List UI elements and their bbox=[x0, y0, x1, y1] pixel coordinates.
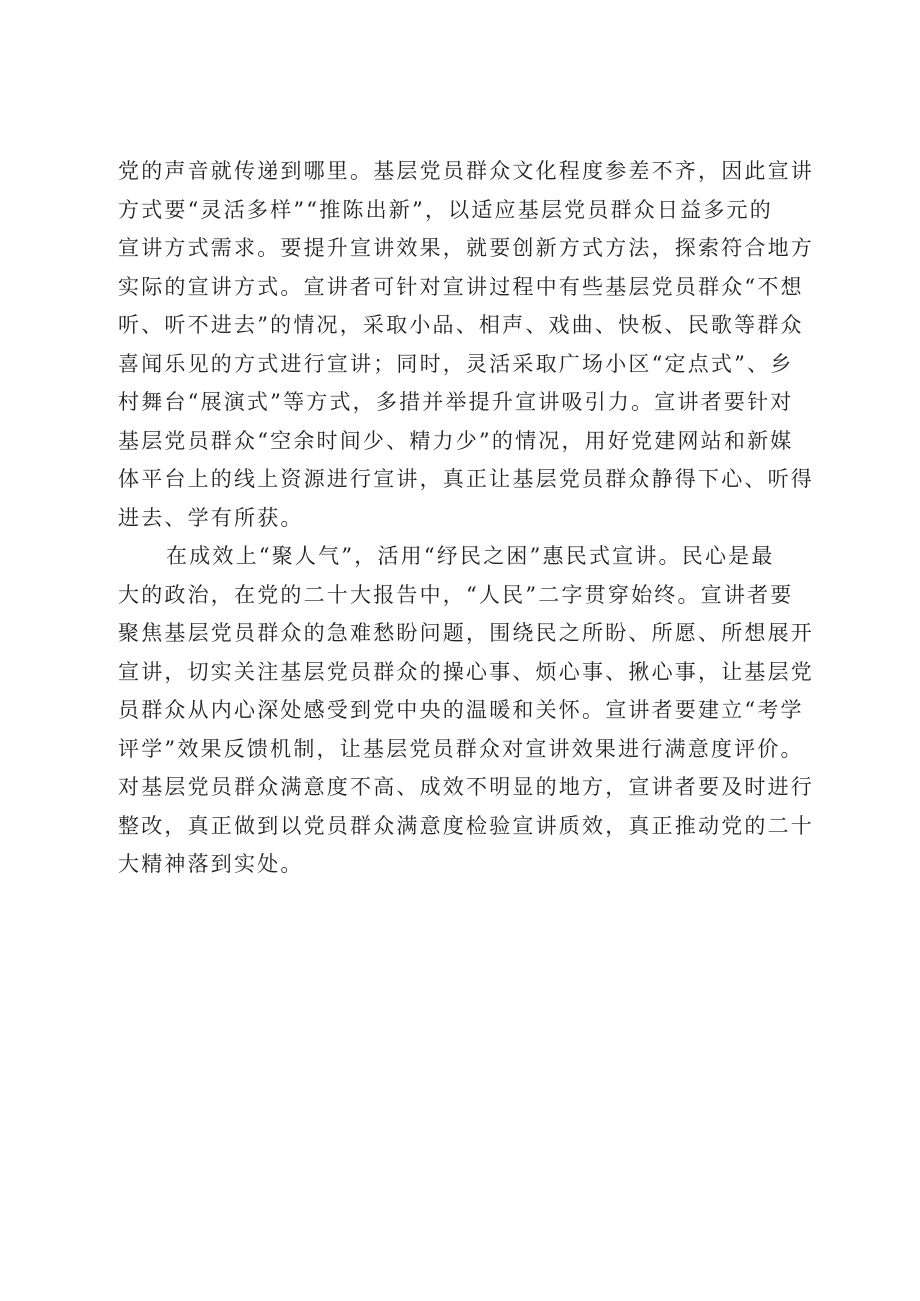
paragraph bbox=[118, 152, 818, 537]
paragraph bbox=[118, 537, 818, 884]
text-line: 喜闻乐见的方式进行宣讲；同时，灵活采取广场小区“定点式”、乡 bbox=[118, 351, 794, 376]
text-line: 对基层党员群众满意度不高、成效不明显的地方，宣讲者要及时进行 bbox=[118, 775, 814, 799]
text-line: 方式要“灵活多样”“推陈出新”，以适应基层党员群众日益多元的 bbox=[118, 197, 773, 222]
text-line: 在成效上“聚人气”，活用“纾民之困”惠民式宣讲。民心是最 bbox=[166, 544, 775, 568]
text-line: 基层党员群众“空余时间少、精力少”的情况，用好党建网站和新媒 bbox=[118, 428, 794, 453]
text-line: 党的声音就传递到哪里。基层党员群众文化程度参差不齐，因此宣讲 bbox=[118, 159, 814, 183]
text-line: 员群众从内心深处感受到党中央的温暖和关怀。宣讲者要建立“考学 bbox=[118, 698, 804, 722]
text-line: 大精神落到实处。 bbox=[118, 852, 304, 876]
text-line: 实际的宣讲方式。宣讲者可针对宣讲过程中有些基层党员群众“不想 bbox=[118, 274, 804, 299]
document-body bbox=[118, 152, 818, 884]
text-line: 体平台上的线上资源进行宣讲，真正让基层党员群众静得下心、听得 bbox=[118, 467, 814, 491]
text-line: 评学”效果反馈机制，让基层党员群众对宣讲效果进行满意度评价。 bbox=[118, 736, 804, 761]
text-line: 大的政治，在党的二十大报告中，“人民”二字贯穿始终。宣讲者要 bbox=[118, 582, 794, 607]
text-line: 听、听不进去”的情况，采取小品、相声、戏曲、快板、民歌等群众 bbox=[118, 313, 804, 337]
text-line: 宣讲，切实关注基层党员群众的操心事、烦心事、揪心事，让基层党 bbox=[118, 659, 814, 684]
text-line: 宣讲方式需求。要提升宣讲效果，就要创新方式方法，探索符合地方 bbox=[118, 236, 814, 260]
text-line: 聚焦基层党员群众的急难愁盼问题，围绕民之所盼、所愿、所想展开 bbox=[118, 621, 814, 645]
text-line: 进去、学有所获。 bbox=[118, 505, 304, 530]
text-line: 村舞台“展演式”等方式，多措并举提升宣讲吸引力。宣讲者要针对 bbox=[118, 390, 794, 414]
text-line: 整改，真正做到以党员群众满意度检验宣讲质效，真正推动党的二十 bbox=[118, 813, 814, 838]
